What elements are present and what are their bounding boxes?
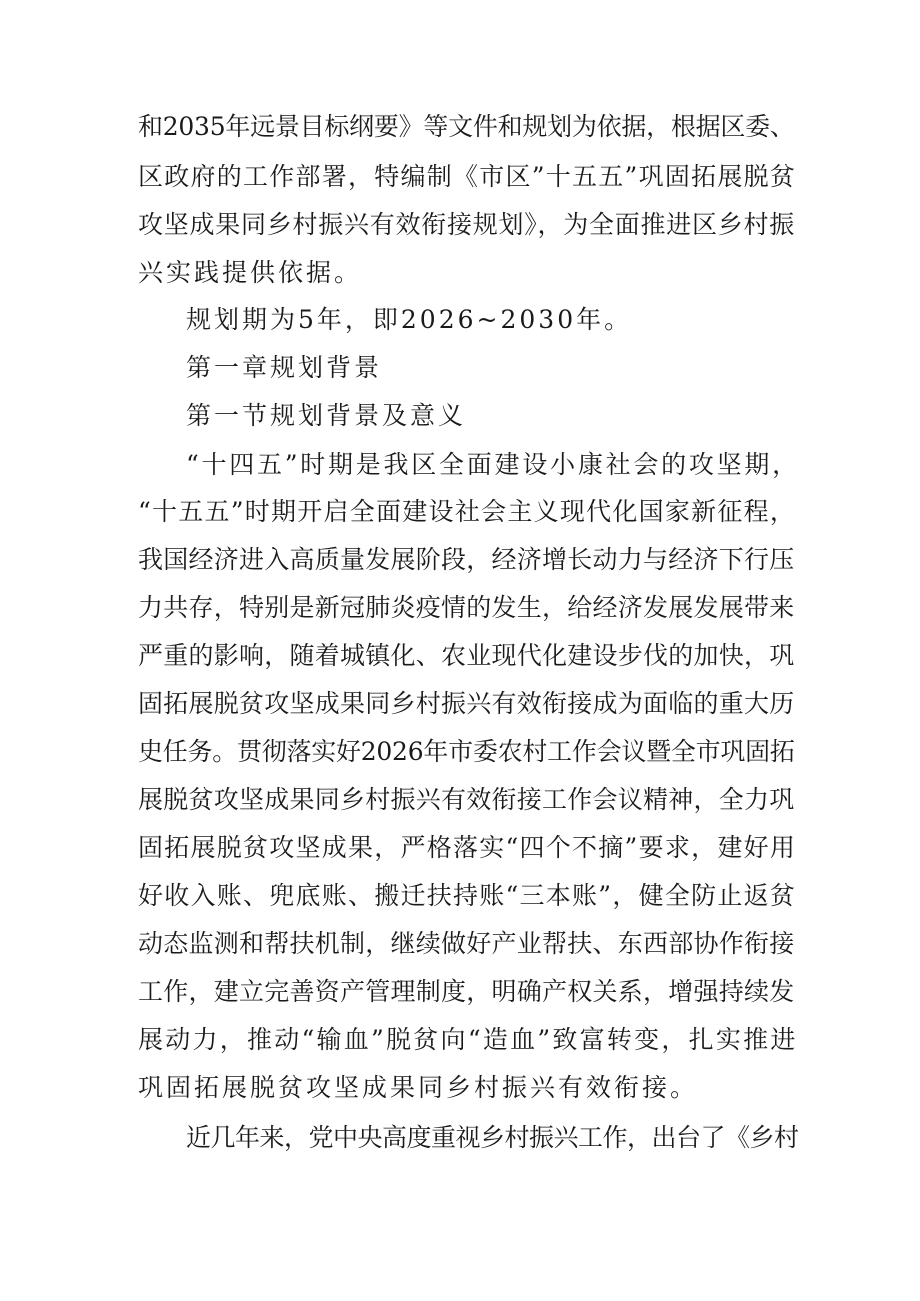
- text-line: “十五五”时期开启全面建设社会主义现代化国家新征程，: [138, 497, 797, 526]
- text-line: 史任务。贯彻落实好2026年市委农村工作会议暨全市巩固拓: [138, 737, 795, 766]
- text-line: 工作，建立完善资产管理制度，明确产权关系，增强持续发: [138, 977, 795, 1006]
- text-line: 展脱贫攻坚成果同乡村振兴有效衔接工作会议精神，全力巩: [138, 785, 795, 814]
- text-line: 攻坚成果同乡村振兴有效衔接规划》，为全面推进区乡村振: [138, 210, 796, 239]
- text-line: 展动力，推动“输血”脱贫向“造血”致富转变，扎实推进: [138, 1025, 798, 1054]
- text-line: “十四五”时期是我区全面建设小康社会的攻坚期，: [186, 450, 800, 479]
- text-line: 巩固拓展脱贫攻坚成果同乡村振兴有效衔接。: [138, 1073, 699, 1102]
- text-line: 我国经济进入高质量发展阶段，经济增长动力与经济下行压: [138, 545, 795, 574]
- chapter-heading: 第一章规划背景: [186, 353, 383, 382]
- text-line: 兴实践提供依据。: [138, 258, 363, 287]
- text-line: 和2035年远景目标纲要》等文件和规划为依据，根据区委、: [138, 112, 795, 141]
- text-line: 近几年来，党中央高度重视乡村振兴工作，出台了《乡村: [186, 1123, 799, 1152]
- text-line: 规划期为5年，即2026~2030年。: [186, 305, 633, 334]
- text-line: 好收入账、兜底账、搬迁扶持账“三本账”，健全防止返贫: [138, 881, 797, 910]
- text-line: 动态监测和帮扶机制，继续做好产业帮扶、东西部协作衔接: [138, 929, 795, 958]
- text-line: 区政府的工作部署，特编制《市区”十五五”巩固拓展脱贫: [138, 162, 797, 191]
- text-line: 固拓展脱贫攻坚成果，严格落实“四个不摘”要求，建好用: [138, 833, 797, 862]
- text-line: 固拓展脱贫攻坚成果同乡村振兴有效衔接成为面临的重大历: [138, 689, 795, 718]
- text-line: 严重的影响，随着城镇化、农业现代化建设步伐的加快，巩: [138, 641, 795, 670]
- text-line: 力共存，特别是新冠肺炎疫情的发生，给经济发展发展带来: [138, 593, 795, 622]
- section-heading: 第一节规划背景及意义: [186, 401, 467, 430]
